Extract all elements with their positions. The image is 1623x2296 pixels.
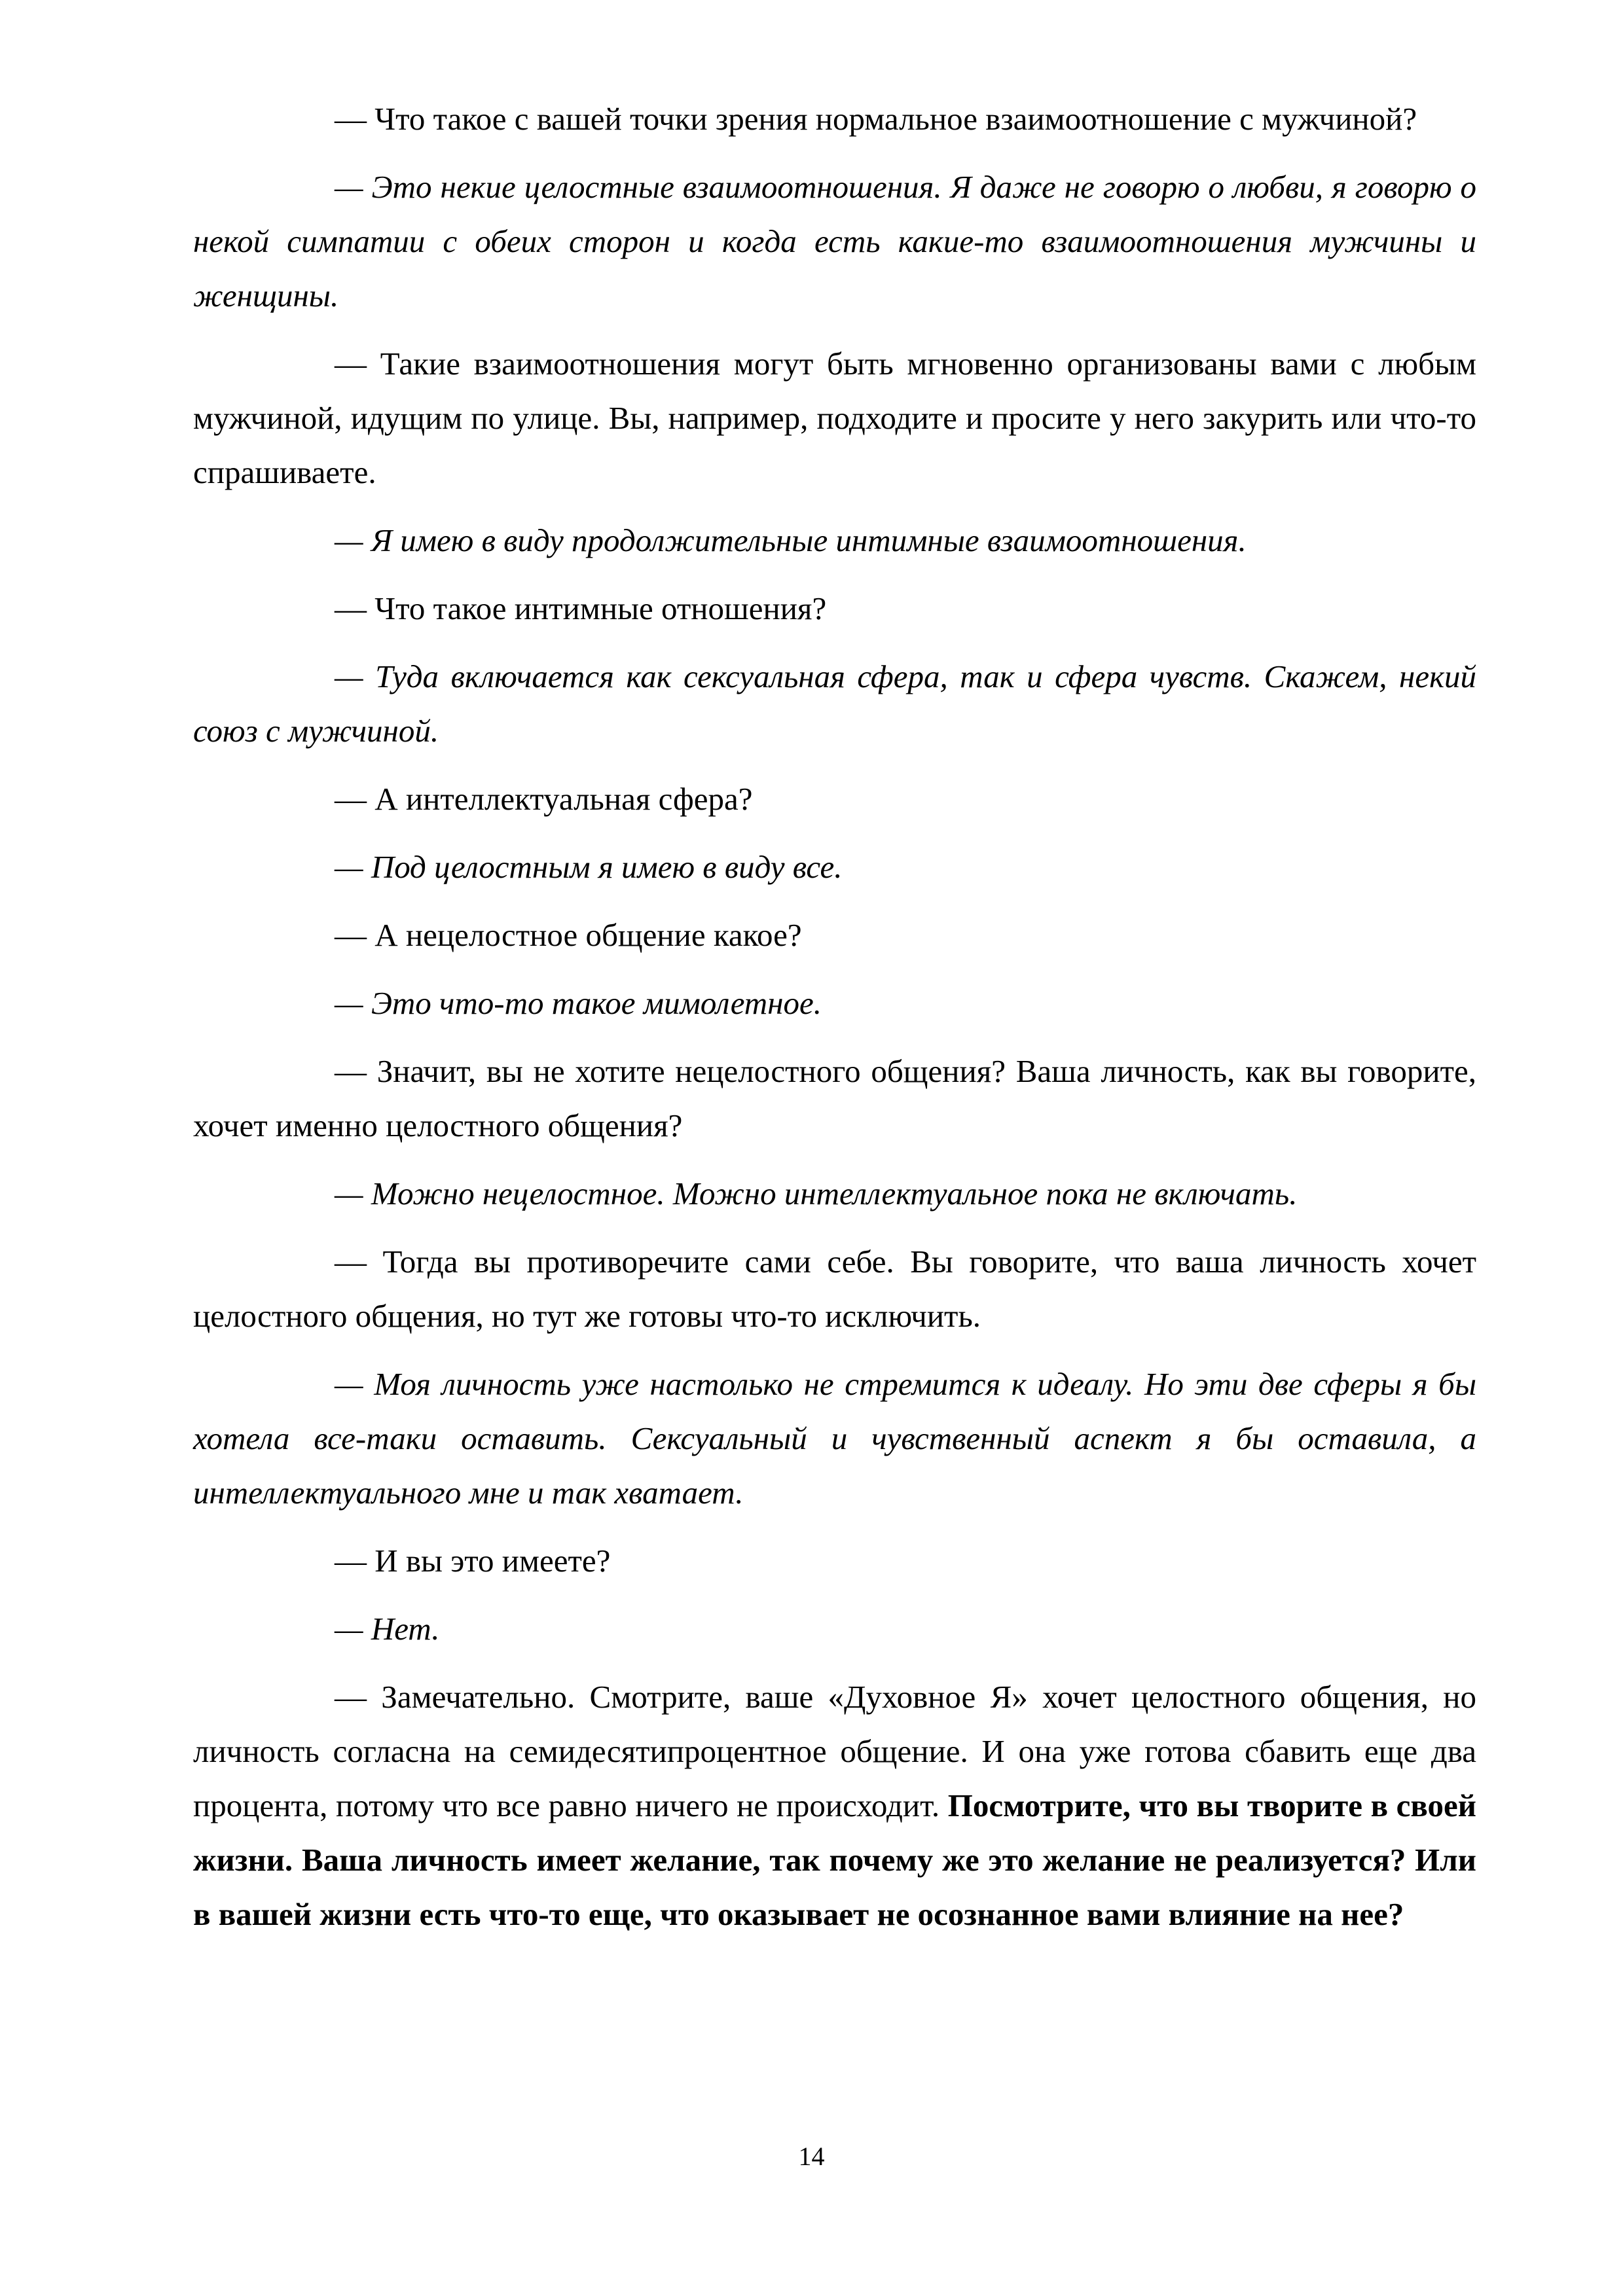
dialogue-question: — Значит, вы не хотите нецелостного общения? Ваша личность, как вы говорите, хочет именно целостного общения? [193,1053,1476,1143]
dialogue-question: — Такие взаимоотношения могут быть мгновенно организованы вами с любым мужчиной, идущим по улице. Вы, например, подходите и просите у него закурить или что-то спрашиваете. [193,346,1476,490]
final-paragraph-bold-text: Посмотрите, что вы творите в своей жизни. Ваша личность имеет желание, так почему же это желание не реализуется? Или в вашей жизни есть что-то еще, что оказывает не осознанное вами влияние на нее? [193,1787,1476,1932]
dialogue-answer: — Туда включается как сексуальная сфера, так и сфера чувств. Скажем, некий союз с мужчиной. [193,658,1476,749]
dialogue-question: — А нецелостное общение какое? [335,917,802,953]
dialogue-answer: — Я имею в виду продолжительные интимные взаимоотношения. [335,522,1247,558]
final-paragraph-normal-text: — Замечательно. Смотрите, ваше «Духовное Я» хочет целостного общения, но личность согласна на семидесятипроцентное общение. И она уже готова сбавить еще два процента, потому что все равно ничего не происходит. [193,1679,1476,1823]
dialogue-answer: — Это некие целостные взаимоотношения. Я даже не говорю о любви, я говорю о некой симпатии с обеих сторон и когда есть какие-то взаимоотношения мужчины и женщины. [193,169,1476,314]
dialogue-answer: — Это что-то такое мимолетное. [335,985,822,1021]
dialogue-question: — Что такое с вашей точки зрения нормальное взаимоотношение с мужчиной? [335,101,1417,137]
dialogue-question: — Что такое интимные отношения? [335,590,827,626]
dialogue-answer: — Нет. [335,1611,440,1647]
dialogue-question: — А интеллектуальная сфера? [335,781,753,817]
document-page [193,92,1476,1955]
final-paragraph [193,1670,1476,1941]
dialogue-answer: — Под целостным я имею в виду все. [335,849,843,885]
dialogue-answer: — Моя личность уже настолько не стремится к идеалу. Но эти две сферы я бы хотела все-таки оставить. Сексуальный и чувственный аспект я бы оставила, а интеллектуального мне и так хватает. [193,1366,1476,1511]
dialogue-answer: — Можно нецелостное. Можно интеллектуальное пока не включать. [335,1175,1298,1211]
dialogue-question: — Тогда вы противоречите сами себе. Вы говорите, что ваша личность хочет целостного общения, но тут же готовы что-то исключить. [193,1244,1476,1334]
dialogue-question: — И вы это имеете? [335,1543,611,1579]
page-number: 14 [798,2142,825,2171]
